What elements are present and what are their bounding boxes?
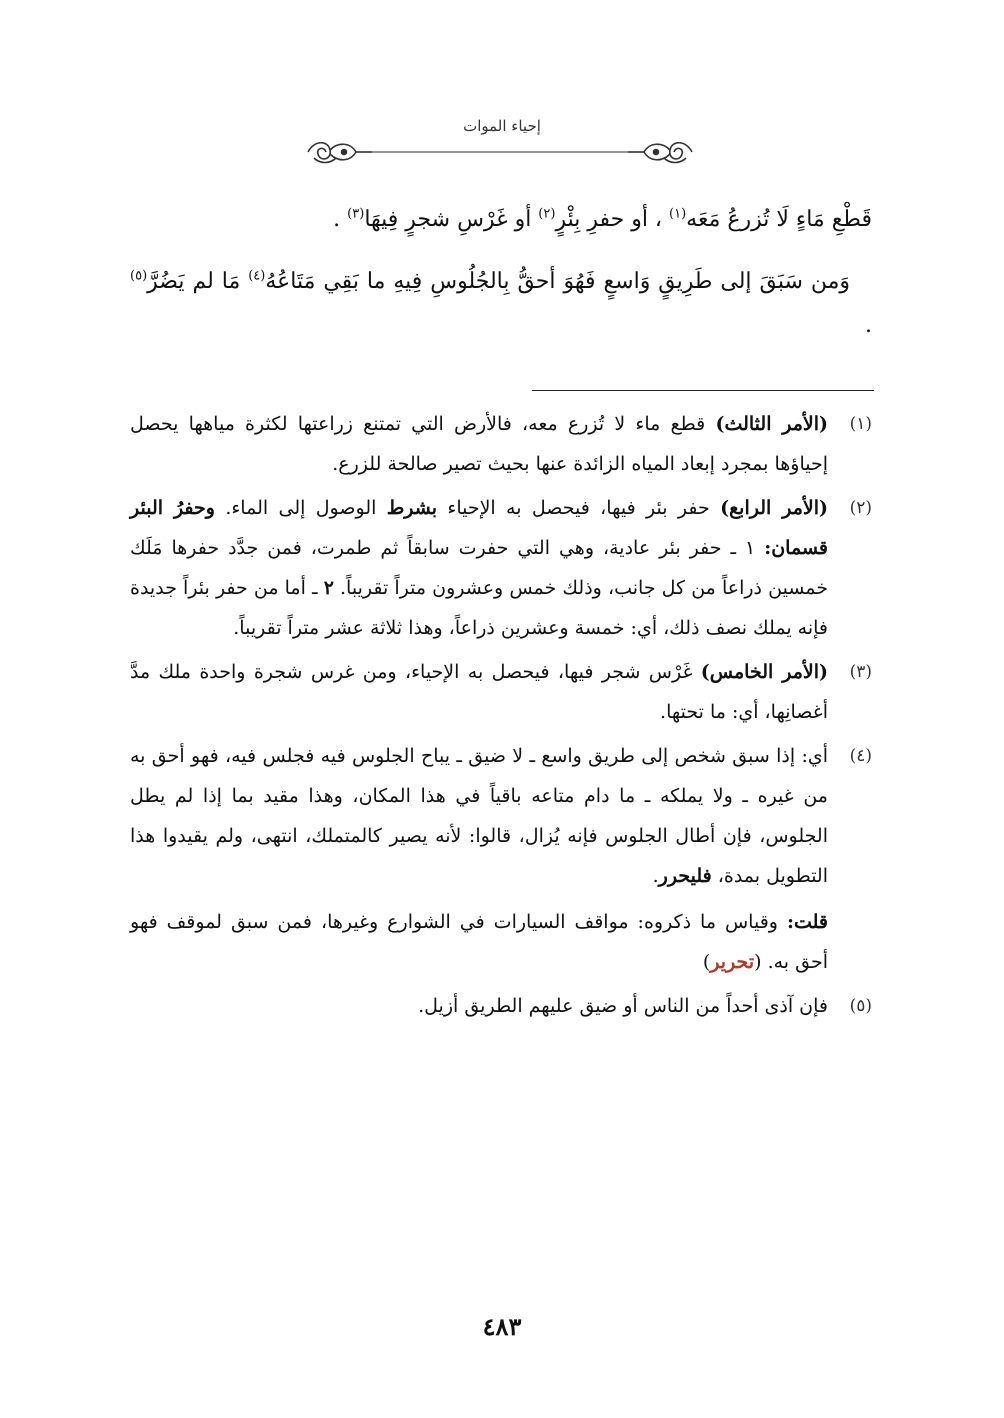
- main-paragraph-1: قَطْعِ مَاءٍ لَا تُزرعُ مَعَه$^{(١)}$ ، أو حفرِ بِئْرٍ$^{(٢)}$ أو غَرْسِ شجرٍ فِيهَا$^{(٣)}$ .: [333, 206, 872, 232]
- footnote-ref-1[interactable]: (١): [669, 206, 687, 222]
- footnote-number: (٥): [849, 996, 872, 1016]
- footnotes: [130, 404, 872, 1030]
- page-number: ٤٨٣: [482, 1312, 522, 1341]
- footnote-1: (١) (الأمر الثالث) قطع ماء لا تُزرع معه، فالأرض التي تمتنع زراعتها لكثرة مياهها يحصل إحياؤها بمجرد إبعاد المياه الزائدة عنها بحيث تصير صالحة للزرع.: [130, 404, 872, 484]
- header-ornament: [300, 128, 700, 168]
- main-text: [130, 198, 872, 348]
- footnote-ref-2[interactable]: (٢): [538, 206, 556, 222]
- footnote-2: (٢) (الأمر الرابع) حفر بئر فيها، فيحصل به الإحياء بشرط الوصول إلى الماء. وحفرُ البئر قسمان: ١ ـ حفر بئر عادية، وهي التي حفرت سابقاً ثم طمرت، فمن جدَّد حفرها مَلَك خمسين ذراعاً من كل جانب، وذلك خمس وعشرون متراً تقريباً. ٢ ـ أما من حفر بئراً جديدة فإنه يملك نصف ذلك، أي: خمسة وعشرين ذراعاً، وهذا ثلاثة عشر متراً تقريباً.: [130, 488, 872, 648]
- footnote-3: (٣) (الأمر الخامس) غَرْس شجر فيها، فيحصل به الإحياء، ومن غرس شجرة واحدة ملك مدَّ أغصانِها، أي: ما تحتها.: [130, 652, 872, 732]
- ornament-right-flourish: [628, 143, 692, 163]
- footnote-5: (٥) فإن آذى أحداً من الناس أو ضيق عليهم الطريق أزيل.: [130, 986, 872, 1026]
- footnote-separator: [532, 390, 874, 391]
- footnote-ref-5[interactable]: (٥): [130, 268, 148, 284]
- tahrir-mark: تحرير: [710, 951, 755, 973]
- footnote-4-remark: قلت: وقياس ما ذكروه: مواقف السيارات في الشوارع وغيرها، فمن سبق لموقف فهو أحق به. (تحرير): [130, 911, 828, 973]
- footnote-4: (٤) أي: إذا سبق شخص إلى طريق واسع ـ لا ضيق ـ يباح الجلوس فيه فجلس فيه، فهو أحق به من غيره ـ ولا يملكه ـ ما دام متاعه باقياً في هذا المكان، وهذا مقيد بما إذا لم يطل الجلوس، فإن أطال الجلوس فإنه يُزال، قالوا: لأنه يصير كالمتملك، انتهى، ولم يقيدوا هذا التطويل بمدة، فليحرر. قلت: وقياس ما ذكروه: مواقف السيارات في الشوارع وغيرها، فمن سبق لموقف فهو أحق به. (تحرير): [130, 736, 872, 982]
- ornament-left-flourish: [308, 143, 372, 163]
- footnote-ref-4[interactable]: (٤): [248, 268, 266, 284]
- footnote-ref-3[interactable]: (٣): [347, 206, 365, 222]
- footnote-number: (٤): [849, 746, 872, 766]
- footnote-number: (١): [849, 414, 872, 434]
- footnote-number: (٢): [849, 498, 872, 518]
- footnote-number: (٣): [849, 662, 872, 682]
- running-head: إحياء الموات: [463, 117, 541, 135]
- main-paragraph-2: وَمن سَبَقَ إلى طَرِيقٍ وَاسعٍ فَهُوَ أحقُّ بِالجُلُوسِ فِيهِ ما بَقِي مَتَاعُهُ$^{(٤)}$ مَا لم يَضُرَّ$^{(٥)}$ .: [130, 268, 872, 338]
